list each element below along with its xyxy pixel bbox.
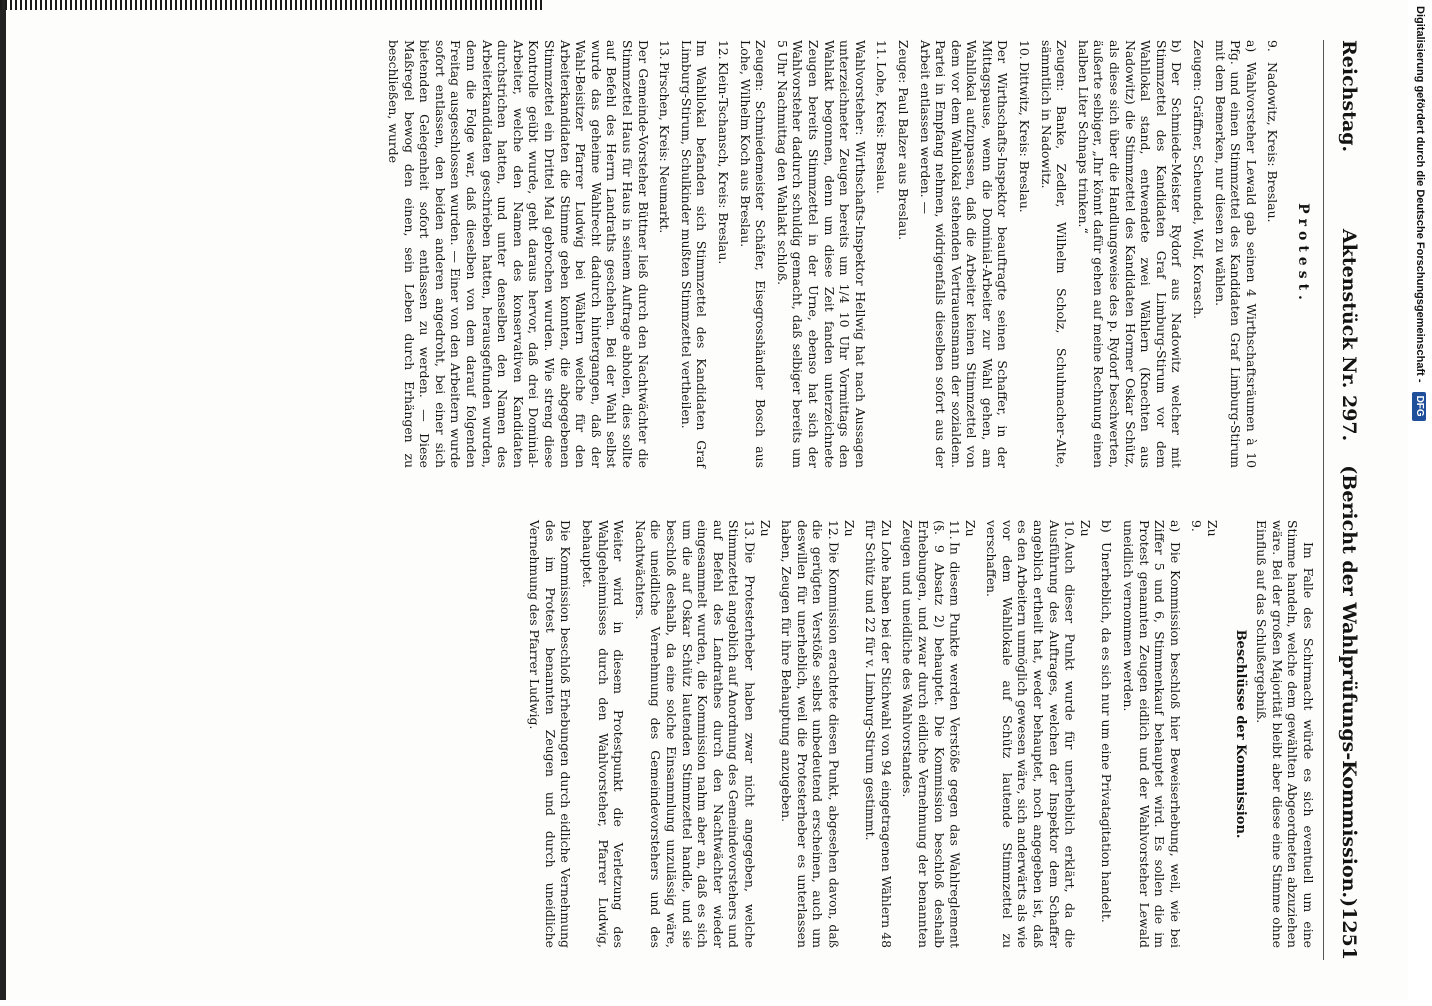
entry-text: Nadowitz, Kreis: Breslau. [1265, 62, 1281, 223]
entry-text: Zeuge: Paul Balzer aus Breslau. [895, 40, 911, 241]
decision-entry [863, 520, 894, 948]
page-number: 1251 [1338, 907, 1360, 960]
decision-entries [527, 520, 1220, 948]
entry-text: Dittwitz, Kreis: Breslau. [1017, 62, 1033, 213]
entry-number: a) [1243, 40, 1259, 53]
entry-text: Unerheblich, da es sich nur um eine Privatagitation handelt. [1099, 542, 1115, 923]
decision-entry [1189, 520, 1220, 948]
entry-text: Der Schmiede-Meister Rydorf aus Nadowitz welcher mit Stimmzettel des Kandidaten Graf Limburg-Stirum vor dem Wahllokal stand, entwendete zwei Wählern (Knechten aus Nadowitz) die Stimmzettel des Kandidaten Hormer Oskar Schütz, als diese sich über die Handlungsweise des p. Rydorf beschwerten, äußerte selbiger, „Ihr könnt dafür gehen auf meine Rechnung einen halben Liter Schnaps trinken.“ [1075, 40, 1185, 468]
entry-text: Wahlvorsteher: Wirthschafts-Inspektor Hellwig hat nach Aussagen unterzeichneter Zeugen bereits um 1/4 10 Uhr Vormittags den Wahlakt begonnen, denn um diese Zeit fanden unterzeichnete Zeugen bereits Stimmzettel in der Urne, ebenso hat sich der Wahlvorsteher dadurch schuldig gemacht, daß selbiger bereits um 5 Uhr Nachmittag den Wahlakt schloß. [774, 40, 868, 468]
entry-text: Die Protesterheber haben zwar nicht angegeben, welche Stimmzettel angeblich auf Anordnung des Gemeindevorstehers und auf Befehl des Landrathes durch den Nachtwächter wieder eingesammelt wurden, die Kommission nahm aber an, daß es sich um die auf Oskar Schütz lautenden Stimmzettel handle, und sie beschloß deshalb, da eine solche Einsammlung unzulässig wäre, die uneidliche Vernehmung des Gemeindevorstehers und des Nachtwächters. [632, 520, 757, 948]
digitization-text: Digitalisierung gefördert durch die Deutsche Forschungsgemeinschaft - [1414, 6, 1426, 383]
protest-title: Protest. [1295, 203, 1311, 305]
protest-entry [678, 40, 709, 468]
protest-entry [657, 40, 673, 468]
protest-entry [917, 40, 1011, 468]
protest-entry [1038, 40, 1069, 468]
protest-entry [895, 40, 911, 468]
entry-number: Zu 9. [1189, 520, 1221, 537]
entry-text: Die Kommission erachtete diesen Punkt, abgesehen davon, daß die gerügten Verstöße selbst unbedeutend erscheinen, auch um deswillen für unerheblich, weil die Protesterheber es unterlassen haben, Zeugen für ihre Behauptung anzugeben. [779, 520, 841, 948]
protest-entry [1212, 40, 1259, 468]
protest-entry [874, 40, 890, 468]
entry-number: Zu 11. [947, 520, 978, 540]
entry-text: Der Gemeinde-Vorsteher Büttner ließ durch den Nachtwächter die Stimmzettel Haus für Haus in seinem Auftrage abholen, dies sollte auf Befehl des Herrn Landraths geschehen. Bei der Wahl selbst wurde das geheime Wahlrecht dadurch hintergangen, daß der Wahl-Beisitzer Pfarrer Ludwig bei Wählern welche für den Arbeiterkandidaten die Stimme geben konnten, die abgegebenen Stimmzettel ein Drittel Mal gebrochen wurden. Wie streng diese Kontrolle geübt wurde, geht daraus hervor, daß drei Dominial-Arbeiter, welche den Namen des konservativen Kandidaten durchstrichen hatten, und unter denselben den Namen des Arbeiterkandidaten geschrieben hatten, herausgefunden wurden, denn die Folge war, daß dieselben von dem darauf folgenden Freitag ausgeschlossen wurden. — Einer von den Arbeitern wurde sofort entlassen, den beiden anderen angedroht, bei einer sich bietenden Gelegenheit sofort entlassen zu werden. — Diese Maßregel bewog den einen, sein Leben durch Erhängen zu beschließen, wurde [386, 40, 651, 468]
entry-text: Klein-Tschansch, Kreis: Breslau. [716, 62, 731, 265]
entry-text: Zeugen: Schmiedemeister Schäfer, Eisegrosshändler Bosch aus Lohe, Wilhelm Koch aus Breslau. [737, 40, 769, 468]
protest-entry [774, 40, 868, 468]
entry-number: 10. [1017, 40, 1033, 60]
entry-number: b) [1169, 40, 1185, 53]
protest-entry [1265, 40, 1281, 468]
entry-number: Zu 13. [742, 520, 773, 540]
entry-number: 12. [716, 40, 731, 60]
left-column [30, 40, 1316, 468]
protest-entry [1017, 40, 1033, 468]
entry-text: Die Kommission beschloß Erhebungen durch eidliche Vernehmung des im Protest benannten Zeugen und durch uneidliche Vernehmung des Pfarrer Ludwig. [527, 520, 574, 948]
decision-entry [984, 520, 1093, 948]
entry-text: Die Kommission beschloß hier Beweiserhebung, weil, wie bei Ziffer 5 und 6, Stimmenkauf behauptet wird. Es sollen die im Protest genannten Zeugen eidlich und der Wahlvorsteher Lewald uneidlich vernommen werden. [1121, 520, 1183, 948]
protest-entries [386, 40, 1281, 468]
decision-entry [632, 520, 772, 948]
decision-entry [579, 520, 626, 948]
entry-text: In diesem Punkte werden Verstöße gegen das Wahlreglement (§. 9 Absatz 2) behauptet. Die Kommission beschloß deshalb Erhebungen, und zwar durch eidliche Vernehmung der benannten Zeugen und uneidliche des Wahlvorstandes. [900, 520, 963, 948]
protest-entry [1190, 40, 1206, 468]
entry-text: Der Wirthschafts-Inspektor beauftragte seinen Schaffer, in der Mittagspause, wenn die Dominial-Arbeiter zur Wahl gehen, am Wahllokal aufzupassen, daß die Arbeiter keinen Stimmzettel von dem vor dem Wahllokal stehenden Vertrauensmann der sozialdem. Partei in Empfang nehmen, widrigenfalls dieselben sofort aus der Arbeit entlassen werden. — [917, 40, 1011, 468]
entry-text: Zeugen: Gräffner, Scheundel, Wolf, Korasch. [1191, 40, 1207, 320]
entry-text: Lohe, Kreis: Breslau. [874, 62, 890, 194]
entry-text: Weiter wird in diesem Protestpunkt die Verletzung des Wahlgeheimnisses durch den Wahlvorsteher, Pfarrer Ludwig, behauptet. [580, 520, 627, 948]
entry-text: Zu Lohe haben bei der Stichwahl von 94 eingetragenen Wählern 48 für Schütz und 22 für v. Limburg-Stirum gestimmt. [863, 520, 894, 948]
entry-text: Auch dieser Punkt wurde für unerheblich erklärt, da die Ausführung des Auftrages, welchen der Inspektor dem Schaffer angeblich ertheilt hat, weder behauptet, noch angegeben ist, daß es den Arbeitern unmöglich gewesen wäre, sich anderwärts als wie vor dem Wahllokale auf Schütz lautende Stimmzettel zu verschaffen. [984, 520, 1078, 948]
entry-text: Zeugen: Banke, Zedler, Wilhelm Scholz, Schuhmacher-Alte, sämmtlich in Nadowitz. [1038, 40, 1070, 468]
entry-number: Zu 10. [1062, 520, 1093, 540]
entry-text: Wahlvorsteher Lewald gab seinen 4 Wirthschaftsräumen à 10 Pfg. und einen Stimmzettel des Kandidaten Graf Limburg-Stirum mit dem Bemerken, nur diesen zu wählen. [1212, 40, 1259, 468]
dfg-logo: DFG [1412, 392, 1426, 421]
header-rule [1323, 40, 1324, 960]
right-intro: Im Falle des Schirmacht würde es sich eventuell um eine Stimme handeln, welche dem gewählten Abgeordneten abzuziehen wäre. Bei der großen Majorität bleibt aber diese eine Stimme ohne Einfluß auf das Schlußergebniß. [1254, 520, 1316, 948]
entry-text: Pirschen, Kreis: Neumarkt. [657, 62, 673, 234]
entry-number: 11. [874, 40, 890, 60]
header-subtitle: (Bericht der Wahlprüfungs-Kommission.) [1338, 465, 1360, 908]
page-header [1330, 40, 1360, 960]
entry-number: b) [1099, 520, 1115, 533]
decision-entry [900, 520, 978, 948]
decision-entry [1120, 520, 1182, 948]
protest-entry [1075, 40, 1184, 468]
entry-number: Zu 12. [825, 520, 857, 540]
protest-entry [737, 40, 768, 468]
decision-entry [527, 520, 574, 948]
entry-number: 9. [1265, 40, 1281, 52]
entry-number: a) [1167, 520, 1183, 533]
header-reichstag: Reichstag. [1338, 40, 1360, 153]
right-column [30, 520, 1316, 948]
decision-entry [779, 520, 857, 948]
decisions-title: Beschlüsse der Kommission. [1232, 629, 1248, 839]
protest-entry [715, 40, 731, 468]
protest-entry [386, 40, 651, 468]
header-title: Aktenstück Nr. 297. [1338, 228, 1360, 442]
decision-entry [1099, 520, 1115, 948]
entry-text: Im Wahllokal befanden sich Stimmzettel des Kandidaten Graf Limburg-Stirum, Schulkinder mußten Stimmzettel vertheilen. [678, 40, 710, 468]
digitization-note [1408, 6, 1432, 1006]
entry-number: 13. [657, 40, 673, 60]
